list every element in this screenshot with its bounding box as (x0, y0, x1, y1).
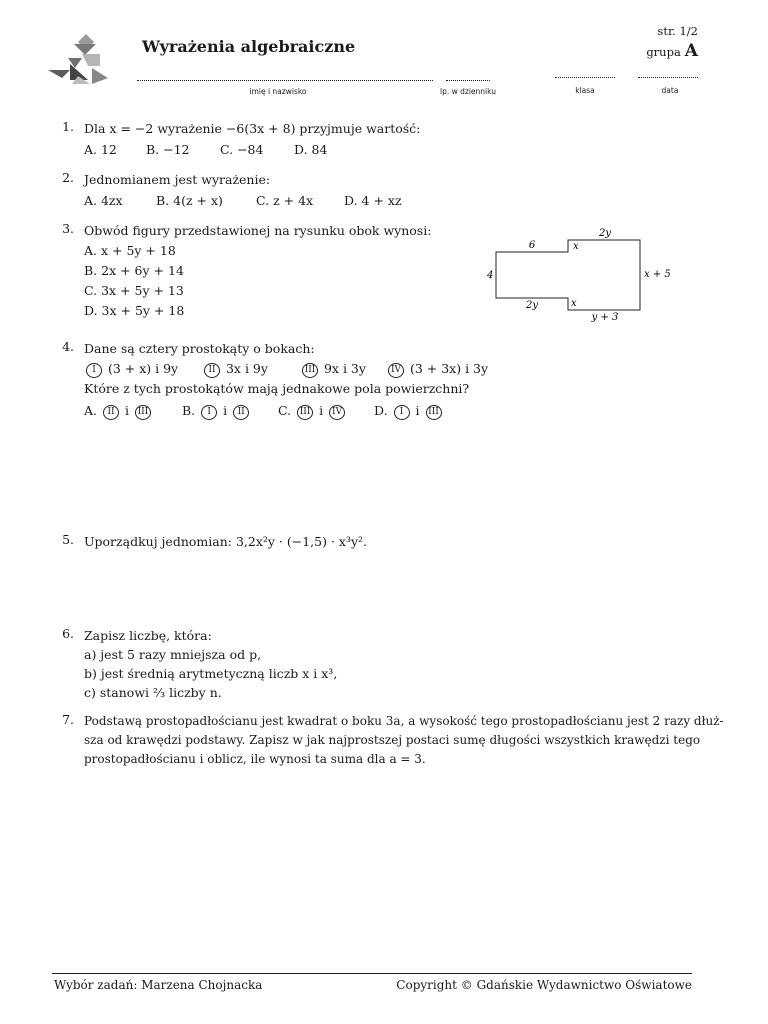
rectangle-sides: (3 + x) i 9y (107, 361, 179, 376)
footer-copyright: Copyright © Gdańskie Wydawnictwo Oświatowe (396, 978, 692, 992)
figure-label-top-right: 2y (598, 228, 612, 239)
option-c[interactable]: C. −84 (220, 142, 264, 157)
option-b[interactable]: B. 4(z + x) (156, 193, 223, 208)
option-d[interactable]: D. 3x + 5y + 18 (84, 303, 185, 318)
question-text: Dla x = −2 wyrażenie −6(3x + 8) przyjmuje wartość: (84, 121, 421, 136)
number-field-label: lp. w dzienniku (440, 87, 496, 96)
question-text-line-1: Podstawą prostopadłościanu jest kwadrat o boku 3a, a wysokość tego prostopadłościanu jest 2 razy dłuż- (84, 714, 724, 728)
question-text: Zapisz liczbę, która: (84, 628, 212, 643)
figure-label-notch-bottom: x (571, 298, 577, 309)
question-number: 5. (62, 532, 74, 547)
publisher-logo (48, 34, 112, 88)
option-a[interactable]: A. x + 5y + 18 (84, 243, 176, 258)
question-subtext: Które z tych prostokątów mają jednakowe pola powierzchni? (84, 381, 470, 396)
worksheet-title: Wyrażenia algebraiczne (142, 37, 356, 56)
question-number: 2. (62, 170, 74, 185)
group-indicator (646, 41, 698, 61)
group-label: grupa (646, 45, 681, 59)
rectangle-sides: (3 + 3x) i 3y (409, 361, 489, 376)
question-text-line-3: prostopadłościanu i oblicz, ile wynosi ta suma dla a = 3. (84, 752, 426, 766)
option-a[interactable]: A. II i III (84, 401, 182, 421)
question-text: Uporządkuj jednomian: 3,2x²y · (−1,5) · x³y². (84, 534, 367, 549)
option-b[interactable]: B. 2x + 6y + 14 (84, 263, 184, 278)
rectangle-sides: 9x i 3y (323, 361, 366, 376)
option-b[interactable]: B. I i II (182, 401, 278, 421)
roman-numeral: I (86, 363, 102, 378)
subitem-a: a) jest 5 razy mniejsza od p, (84, 647, 262, 662)
figure-label-top-left: 6 (528, 240, 536, 251)
option-a[interactable]: A. 4zx (84, 193, 123, 208)
rectangle-2 (202, 359, 300, 379)
option-d[interactable]: D. 4 + xz (344, 193, 402, 208)
footer-divider (52, 973, 692, 974)
question-text: Jednomianem jest wyrażenie: (84, 172, 271, 187)
option-b[interactable]: B. −12 (146, 142, 190, 157)
date-field-label: data (661, 86, 679, 95)
question-number: 4. (62, 339, 74, 354)
option-c[interactable]: C. III i IV (278, 401, 374, 421)
name-field-line[interactable] (137, 80, 433, 81)
question-number: 1. (62, 119, 74, 134)
figure-label-bottom-left: 2y (525, 300, 539, 311)
figure-label-bottom-right: y + 3 (591, 312, 619, 323)
option-c[interactable]: C. 3x + 5y + 13 (84, 283, 184, 298)
question-number: 6. (62, 626, 74, 641)
question-text-line-2: sza od krawędzi podstawy. Zapisz w jak najprostszej postaci sumę długości wszystkich krawędzi tego (84, 733, 701, 747)
option-d[interactable]: D. 84 (294, 142, 328, 157)
figure-label-notch-top: x (573, 241, 579, 252)
rectangle-4 (386, 359, 488, 379)
option-a[interactable]: A. 12 (84, 142, 117, 157)
rectangle-sides: 3x i 9y (225, 361, 268, 376)
name-field-label: imię i nazwisko (249, 87, 307, 96)
roman-numeral: III (302, 363, 318, 378)
subitem-b: b) jest średnią arytmetyczną liczb x i x³, (84, 666, 338, 681)
footer-author: Wybór zadań: Marzena Chojnacka (54, 978, 263, 992)
subitem-c: c) stanowi ⅔ liczby n. (84, 685, 222, 700)
figure-label-left: 4 (487, 270, 494, 281)
rectangle-1 (84, 359, 202, 379)
number-field-line[interactable] (446, 80, 490, 81)
question-text: Obwód figury przedstawionej na rysunku obok wynosi: (84, 223, 432, 238)
figure-label-right: x + 5 (644, 269, 671, 280)
class-field-label: klasa (575, 86, 595, 95)
perimeter-figure (484, 226, 684, 326)
question-number: 7. (62, 712, 74, 727)
roman-numeral: IV (388, 363, 404, 378)
roman-numeral: II (204, 363, 220, 378)
rectangle-3 (300, 359, 386, 379)
question-text: Dane są cztery prostokąty o bokach: (84, 341, 315, 356)
page-number: str. 1/2 (657, 24, 698, 38)
option-d[interactable]: D. I i III (374, 401, 444, 421)
class-field-line[interactable] (555, 77, 615, 78)
figure-outline (496, 240, 640, 310)
date-field-line[interactable] (638, 77, 698, 78)
question-number: 3. (62, 221, 74, 236)
group-letter: A (684, 41, 698, 61)
option-c[interactable]: C. z + 4x (256, 193, 314, 208)
